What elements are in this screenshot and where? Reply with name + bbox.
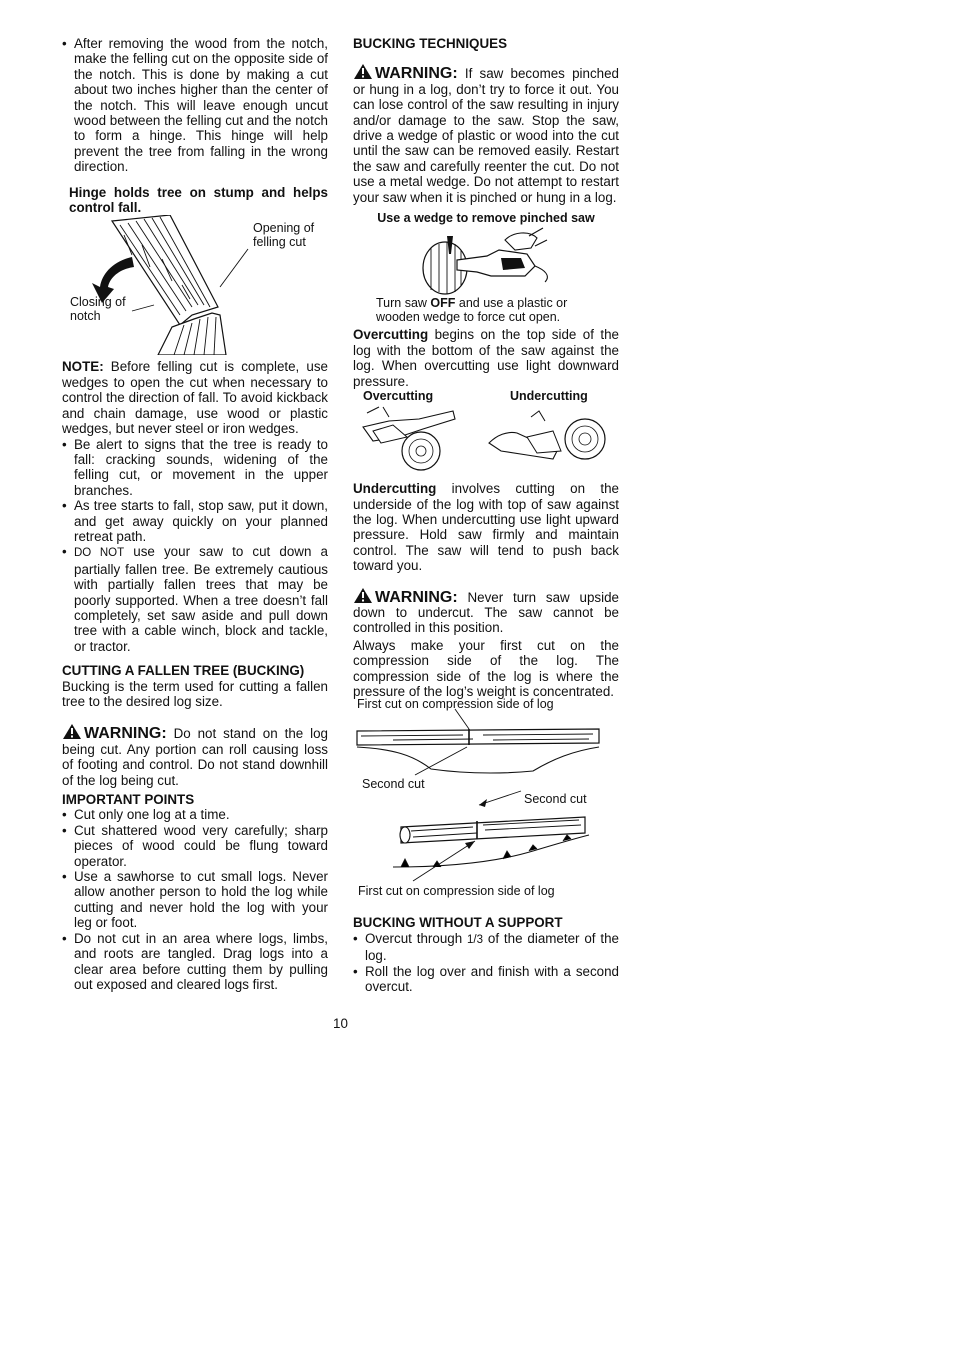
right-column [353, 36, 619, 994]
list-item: • After removing the wood from the notch, make the felling cut on the opposite side of the notch. This is done by making a cut about two inches higher than the center of the notch. This will leave enough uncut wood between the felling cut and the notch to form a hinge. This hinge will help prevent the tree from falling in the wrong direction. [62, 36, 328, 175]
first-cut-top-label: First cut on compression side of log [357, 697, 554, 712]
list-item: • Cut shattered wood very carefully; sharp pieces of wood could be flung toward operator. [62, 823, 328, 869]
cutting-figure [353, 389, 619, 479]
list-item-text: of the diameter of the log. [365, 930, 619, 964]
undercut-text: involves cutting on the underside of the log with top of saw against the log. When undercutting use light upward pressure. Hold saw firmly and maintain control. The saw will tend to push back toward you. [353, 481, 619, 574]
fraction: 1/3 [467, 933, 484, 946]
wedge-caption-b: and use a plastic or wooden wedge to force cut open. [376, 296, 568, 325]
note-paragraph [62, 359, 328, 436]
second-cut-label-b: Second cut [524, 792, 587, 807]
warning-word: WARNING: [375, 65, 458, 83]
no-support-list [353, 931, 619, 995]
list-item-text: Overcut through [365, 930, 468, 946]
list-item: • As tree starts to fall, stop saw, put it down, and get away quickly on your planned retreat path. [62, 498, 328, 544]
warning-paragraph [62, 723, 328, 788]
techniques-heading: BUCKING TECHNIQUES [353, 36, 507, 51]
warning-word: WARNING: [84, 725, 167, 743]
do-not-text: use your saw to cut down a partially fallen tree. Be extremely cautious with partially fallen trees that may be poorly supported. When a tree doesn’t fall completely, set saw aside and pull down tree with a cable winch, block and tackle, or tractor. [74, 544, 328, 654]
warning-icon [62, 723, 82, 740]
warning-paragraph [353, 587, 619, 636]
closing-label: Closing of notch [70, 295, 126, 324]
compression-figure [353, 699, 619, 911]
note-text: Before felling cut is complete, use wedges to open the cut when necessary to control the direction of fall. To avoid kickback and chain damage, use wood or plastic wedges, but never steel or iron wedges. [62, 359, 328, 437]
first-cut-bottom-label: First cut on compression side of log [358, 884, 555, 899]
wedge-figure [353, 226, 619, 296]
warning-text: Do not stand on the log being cut. Any portion can roll causing loss of footing and control. Do not stand downhill of the log being cut. [62, 726, 328, 788]
list-item: • Roll the log over and finish with a second overcut. [353, 964, 619, 995]
list-item: • Cut only one log at a time. [62, 807, 328, 822]
compression-paragraph: Always make your first cut on the compression side of the log. The compression side of the log is where the pressure of the log’s weight is concentrated. [353, 637, 619, 699]
warning-paragraph [353, 63, 619, 205]
overcutting-label: Overcutting [363, 389, 434, 404]
hinge-figure [62, 215, 328, 355]
undercut-term: Undercutting [353, 481, 437, 497]
note-label: NOTE: [62, 359, 104, 375]
fall-list [62, 437, 328, 655]
important-heading: IMPORTANT POINTS [62, 792, 195, 808]
overcut-paragraph [353, 327, 619, 389]
wedge-caption [353, 296, 619, 324]
intro-list [62, 36, 328, 175]
do-not-prefix: DO NOT [74, 547, 125, 560]
warning-icon [353, 63, 373, 80]
pinched-saw-illustration [353, 226, 619, 296]
page-number: 10 [333, 1016, 348, 1031]
hinge-caption: Hinge holds tree on stump and helps control fall. [69, 184, 328, 216]
undercutting-label: Undercutting [510, 389, 588, 404]
bucking-text: Bucking is the term used for cutting a fallen tree to the desired log size. [62, 678, 328, 709]
warning-text: Never turn saw upside down to undercut. The saw cannot be controlled in this position. [353, 589, 619, 636]
no-support-heading: BUCKING WITHOUT A SUPPORT [353, 915, 563, 931]
list-item [353, 931, 619, 964]
list-item: • Use a sawhorse to cut small logs. Never allow another person to hold the log while cutting and never hold the log with your leg or foot. [62, 869, 328, 931]
warning-word: WARNING: [375, 588, 458, 606]
overcut-text: begins on the top side of the log with the bottom of the saw against the log. When overcutting use light downward pressure. [353, 327, 619, 389]
left-column [62, 36, 328, 992]
important-list [62, 807, 328, 992]
wedge-caption-off: OFF [430, 296, 456, 311]
wedge-caption-a: Turn saw [376, 296, 431, 311]
warning-icon [353, 587, 373, 604]
list-item [62, 544, 328, 654]
opening-label: Opening of felling cut [253, 221, 315, 250]
overcut-term: Overcutting [353, 327, 429, 343]
list-item: • Do not cut in an area where logs, limbs, and roots are tangled. Drag logs into a clear area before cutting them by pulling out exposed and cleared logs first. [62, 931, 328, 993]
bucking-heading: CUTTING A FALLEN TREE (BUCKING) [62, 663, 305, 679]
list-item: • Be alert to signs that the tree is ready to fall: cracking sounds, widening of the felling cut, or movement in the upper branches. [62, 437, 328, 499]
warning-text: If saw becomes pinched or hung in a log, don’t try to force it out. You can lose control of the saw resulting in injury and/or damage to the saw. Stop the saw, drive a wedge of plastic or wood into the cut until the saw can be removed easily. Restart the saw and carefully reenter the cut. Do not use a metal wedge. Do not attempt to restart your saw when it is pinched or hung in a log. [353, 66, 619, 205]
second-cut-label-a: Second cut [362, 777, 425, 792]
wedge-title: Use a wedge to remove pinched saw [377, 211, 595, 226]
undercut-paragraph [353, 481, 619, 573]
